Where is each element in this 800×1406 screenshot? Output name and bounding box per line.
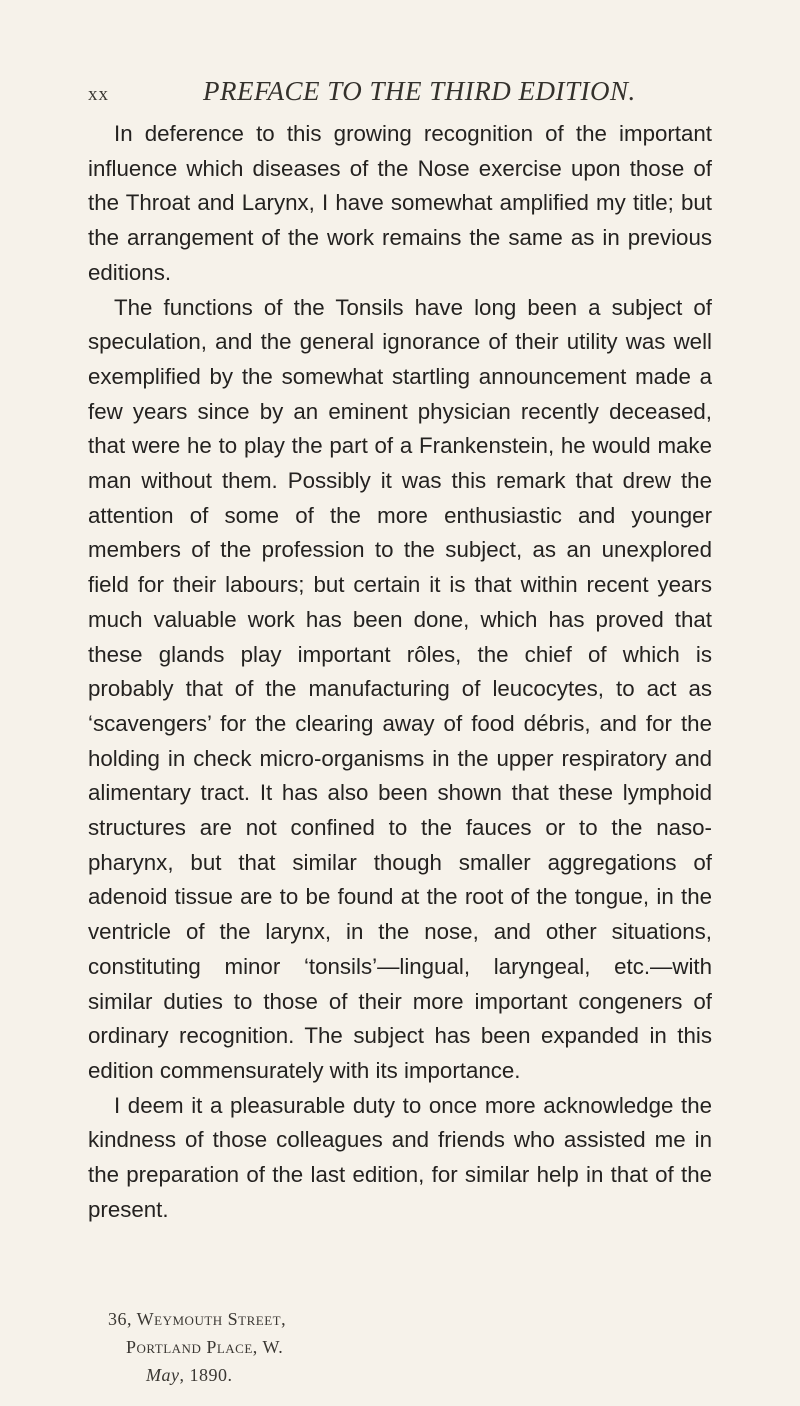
date-line (108, 1361, 286, 1389)
address-line: Portland Place, W. (126, 1337, 284, 1357)
date-month: May (146, 1365, 180, 1385)
paragraph: In deference to this growing recognition of the important influence which diseases of the Nose exercise upon those of the Throat and Larynx, I have somewhat amplified my title; but the arrangement of the work remains the same as in previous editions. (88, 121, 712, 285)
paragraph: I deem it a pleasurable duty to once more acknowledge the kindness of those colleagues and friends who assisted me in the preparation of the last edition, for similar help in that of the present. (88, 1092, 712, 1222)
author-address-block (108, 1305, 286, 1389)
preface-body (88, 117, 712, 1228)
page-header (88, 76, 712, 112)
date-year: , 1890. (179, 1365, 233, 1385)
running-head: PREFACE TO THE THIRD EDITION. (203, 76, 636, 106)
address-line: 36, Weymouth Street, (108, 1309, 287, 1329)
paragraph: The functions of the Tonsils have long been a subject of speculation, and the general ignorance of their utility was well exemplified by the somewhat startling announcement made a few years since by an eminent physician recently deceased, that were he to play the part of a Frankenstein, he would make man without them. Possibly it was this remark that drew the attention of some of the more enthusiastic and younger members of the profession to the subject, as an unexplored field for their labours; but certain it is that within recent years much valuable work has been done, which has proved that these glands play important rôles, the chief of which is probably that of the manufacturing of leucocytes, to act as ‘scavengers’ for the clearing away of food débris, and for the holding in check micro-organisms in the upper respiratory and alimentary tract. It has also been shown that these lymphoid structures are not confined to the fauces or to the naso-pharynx, but that similar though smaller aggregations of adenoid tissue are to be found at the root of the tongue, in the ventricle of the larynx, in the nose, and other situations, constituting minor ‘tonsils’—lingual, laryngeal, etc.—with similar duties to those of their more important congeners of ordinary recognition. The subject has been expanded in this edition commensurately with its importance. (88, 294, 712, 1083)
page-number: xx (88, 84, 109, 105)
